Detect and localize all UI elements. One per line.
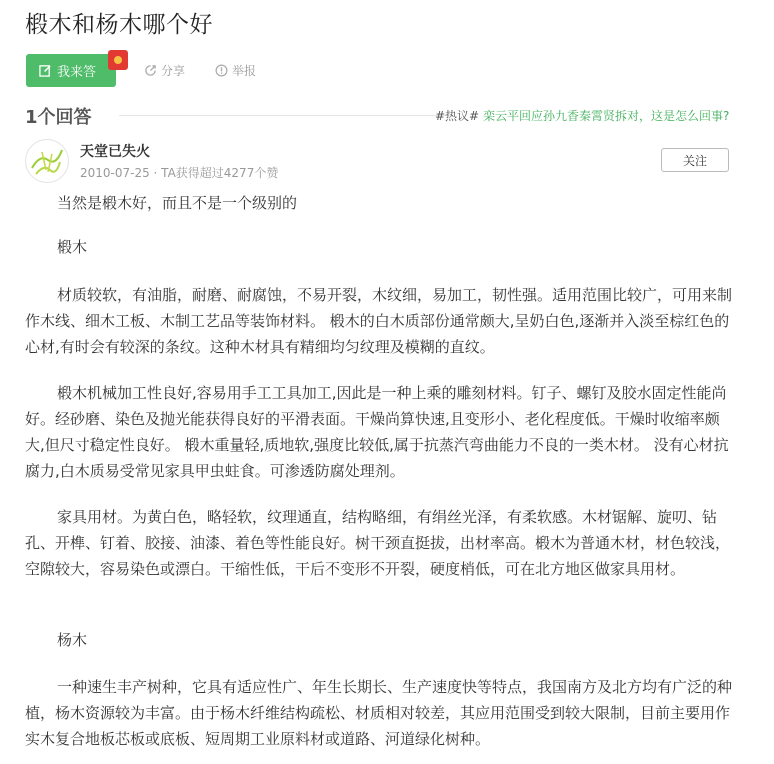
follow-button[interactable]: 关注 bbox=[661, 148, 729, 172]
answer-paragraph: 一种速生丰产树种，它具有适应性广、年生长期长、生产速度快等特点，我国南方及北方均有广泛的种植，杨木资源较为丰富。由于杨木纤维结构疏松、材质相对较差，其应用范围受到较大限制，目前主要用作实木复合地板芯板或底板、短周期工业原料材或道路、河道绿化树种。 bbox=[25, 678, 733, 748]
answer-count: 1个回答 bbox=[25, 107, 92, 128]
answer-paragraph: 椴木机械加工性良好,容易用手工工具加工,因此是一种上乘的雕刻材料。钉子、螺钉及胶水固定性能尚好。经砂磨、染色及抛光能获得良好的平滑表面。干燥尚算快速,且变形小、老化程度低。干燥时收缩率颇大,但尺寸稳定性良好。 椴木重量轻,质地软,强度比较低,属于抗蒸汽弯曲能力不良的一类木材。 没有心材抗腐力,白木质易受常见家具甲虫蛀食。可渗透防腐处理剂。 bbox=[25, 384, 729, 480]
question-actions bbox=[26, 53, 256, 87]
report-button[interactable] bbox=[215, 62, 256, 79]
answer-paragraph: 当然是椴木好，而且不是一个级别的 bbox=[57, 194, 298, 212]
answer-paragraph: 家具用材。为黄白色，略轻软，纹理通直，结构略细，有绢丝光泽，有柔软感。木材锯解、旋叨、钻孔、开榫、钉着、胶接、油漆、着色等性能良好。树干颈直挺拔，出材率高。椴木为普通木材，材色较浅，空隙较大，容易染色或漂白。干缩性低，干后不变形不开裂，硬度梢低，可在北方地区做家具用材。 bbox=[25, 508, 731, 578]
divider bbox=[119, 115, 451, 116]
avatar[interactable] bbox=[25, 139, 69, 183]
page-title: 椴木和杨木哪个好 bbox=[25, 12, 213, 38]
report-label: 举报 bbox=[232, 63, 257, 78]
avatar-image bbox=[26, 140, 68, 182]
share-button[interactable] bbox=[144, 62, 185, 79]
answer-button[interactable] bbox=[26, 54, 116, 87]
share-label: 分享 bbox=[161, 63, 186, 78]
answers-header bbox=[25, 103, 749, 129]
user-name[interactable]: 天堂已失火 bbox=[80, 144, 150, 160]
user-meta: 2010-07-25 · TA获得超过4277个赞 bbox=[80, 166, 279, 180]
answer-paragraph: 材质较软，有油脂，耐磨、耐腐蚀，不易开裂，木纹细，易加工，韧性强。适用范围比较广，可用来制作木线、细木工板、木制工艺品等装饰材料。 椴木的白木质部份通常颇大,呈奶白色,逐渐并入淡至棕红色的心材,有时会有较深的条纹。这种木材具有精细均匀纹理及模糊的直纹。 bbox=[25, 286, 733, 356]
hot-topic[interactable] bbox=[435, 107, 729, 124]
hot-topic-tag: #热议# bbox=[435, 109, 480, 123]
answer-heading-duanmu: 椴木 bbox=[57, 238, 88, 256]
hot-topic-link[interactable]: 栾云平回应孙九香秦霄贤拆对，这是怎么回事? bbox=[479, 109, 730, 123]
share-icon bbox=[144, 64, 157, 77]
warning-icon bbox=[215, 64, 228, 77]
edit-icon bbox=[39, 64, 52, 77]
red-packet-icon bbox=[108, 50, 128, 70]
answer-button-label: 我来答 bbox=[57, 64, 97, 80]
answer-heading-yangmu: 杨木 bbox=[57, 631, 88, 649]
